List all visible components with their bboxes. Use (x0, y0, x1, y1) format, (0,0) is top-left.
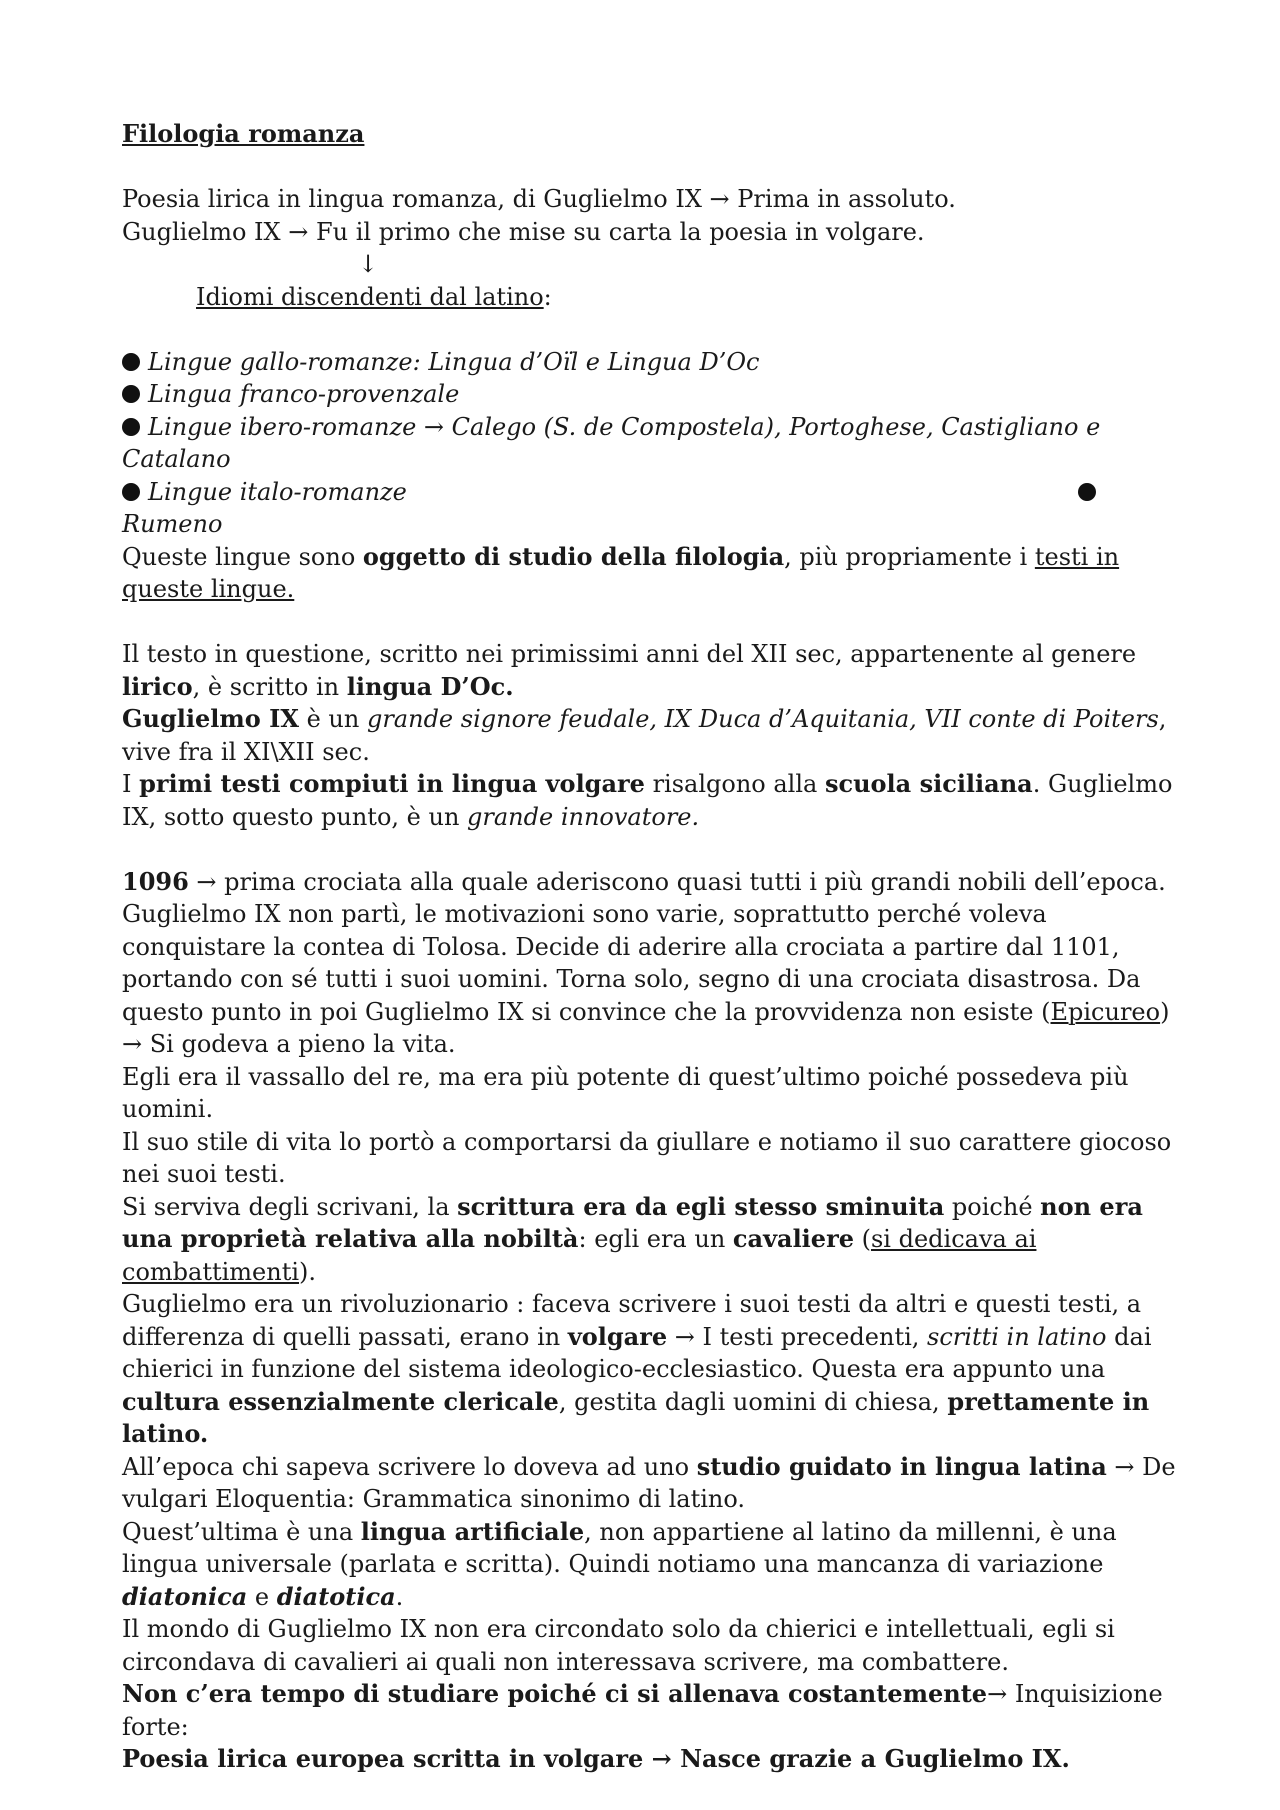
language-label: Rumeno (122, 510, 223, 538)
text-run: . (395, 1582, 404, 1611)
text-run: . Guglielmo IX, sotto questo punto, è un (122, 770, 1173, 831)
language-label: Lingue ibero-romanze → Calego (S. de Compostela), Portoghese, Castigliano e Catalano (122, 412, 1101, 473)
paragraph-7: Il suo stile di vita lo portò a comportarsi da giullare e notiamo il suo carattere giocoso nei suoi testi. (122, 1127, 1172, 1188)
text-run-bold: lingua artificiale (360, 1516, 585, 1546)
down-arrow-icon: ↓ (358, 250, 379, 278)
list-item (122, 346, 1182, 379)
language-label: Lingue gallo-romanze: Lingua d’Oïl e Lingua D’Oc (148, 347, 760, 376)
paragraph-6: Egli era il vassallo del re, ma era più potente di quest’ultimo poiché possedeva più uomini. (122, 1062, 1129, 1123)
year-label: 1096 (122, 866, 189, 896)
text-run: : egli era un (578, 1225, 733, 1253)
document-title: Filologia romanza (122, 119, 365, 148)
text-run-bold-italic: diatonica (122, 1581, 248, 1611)
text-run: Guglielmo era un rivoluzionario : faceva scrivere i suoi testi da altri e questi testi, a differenza di quelli passati, erano in (122, 1290, 1142, 1351)
text-run-bold-italic: diatotica (276, 1581, 396, 1611)
paragraph-2 (122, 638, 1182, 703)
text-run-bold: prettamente in latino. (122, 1386, 1150, 1448)
text-run: e (247, 1582, 277, 1611)
paragraph-12: Il mondo di Guglielmo IX non era circondato solo da chierici e intellettuali, egli si circondava di cavalieri ai quali non interessava scrivere, ma combattere. (122, 1615, 1115, 1676)
list-item (122, 411, 1182, 476)
text-run: → prima crociata alla quale aderiscono quasi tutti i più grandi nobili dell’epoca. Guglielmo IX non partì, le motivazioni sono varie, soprattutto perché voleva conquistare la contea di Tolosa. Decide di aderire alla crociata a partire dal 1101, portando con sé tutti i suoi uomini. Torna solo, segno di una crociata disastrosa. Da questo punto in poi Guglielmo IX si convince che la provvidenza non esiste ( (122, 867, 1166, 1026)
text-run: → Inquisizione forte: (122, 1680, 1163, 1741)
text-run-bold: non era una proprietà relativa alla nobiltà (122, 1191, 1143, 1253)
text-run-underline: testi in queste lingue. (122, 542, 1120, 603)
idiomi-heading (122, 281, 1182, 314)
paragraph-9 (122, 1288, 1182, 1451)
text-run-bold: Non c’era tempo di studiare poiché ci si allenava costantemente (122, 1679, 988, 1708)
language-label: Lingua franco-provenzale (148, 380, 460, 408)
text-run: è un (298, 705, 367, 733)
text-run-bold: volgare (567, 1321, 668, 1351)
text-run: risalgono alla (644, 770, 825, 798)
text-run-bold: scuola siciliana (824, 769, 1033, 798)
paragraph-8 (122, 1191, 1182, 1289)
text-run-bold: oggetto di studio della filologia (362, 541, 785, 571)
bullet-icon (122, 418, 140, 436)
text-run-bold: cultura essenzialmente clericale (122, 1386, 559, 1416)
text-run: poiché (944, 1192, 1041, 1221)
text-run-bold: Guglielmo IX (122, 704, 299, 733)
spacer (122, 313, 1182, 346)
paragraph-14: Poesia lirica europea scritta in volgare → Nasce grazie a Guglielmo IX. (122, 1744, 1070, 1773)
text-run-bold: cavaliere (732, 1224, 854, 1253)
text-run: , più propriamente i (784, 542, 1035, 571)
bullet-icon (122, 385, 140, 403)
paragraph-13 (122, 1678, 1182, 1743)
paragraph-11 (122, 1516, 1182, 1614)
text-run: , vive fra il XI\XII sec. (122, 705, 1167, 766)
text-run-bold: scrittura era da egli stesso sminuita (457, 1191, 945, 1221)
text-run: I (122, 770, 140, 798)
text-run-underline: si dedicava ai combattimenti (122, 1225, 1037, 1286)
list-item (122, 508, 1182, 541)
text-run: → De vulgari Eloquentia: Grammatica sinonimo di latino. (122, 1452, 1176, 1513)
text-run-underline: Epicureo (1050, 997, 1161, 1026)
text-run-italic: grande innovatore. (467, 802, 700, 831)
text-run: ( (853, 1225, 871, 1253)
document-page (122, 118, 1182, 1776)
bullet-icon (122, 483, 140, 501)
text-run-italic: scritti in latino (927, 1322, 1107, 1351)
text-run: Il testo in questione, scritto nei primissimi anni del XII sec, appartenente al genere (122, 640, 1137, 668)
spacer (122, 151, 1182, 184)
text-run-bold: primi testi compiuti in lingua volgare (139, 769, 645, 798)
text-run: → I testi precedenti, (667, 1322, 928, 1351)
text-run: All’epoca chi sapeva scrivere lo doveva ad uno (122, 1452, 697, 1481)
language-label: Lingue italo-romanze (148, 477, 407, 506)
study-paragraph (122, 541, 1182, 606)
text-run: Quest’ultima è una (122, 1517, 361, 1546)
text-run: , non appartiene al latino da millenni, è una lingua universale (parlata e scritta). Quindi notiamo una mancanza di variazione (122, 1517, 1117, 1578)
idiomi-colon: : (543, 282, 552, 311)
text-run-bold: lirico (122, 671, 193, 701)
paragraph-5 (122, 866, 1182, 1061)
paragraph-4 (122, 768, 1182, 833)
text-run-bold: lingua D’Oc. (346, 671, 514, 701)
bullet-icon (122, 353, 140, 371)
spacer (122, 833, 1182, 866)
text-run: , è scritto in (192, 672, 347, 701)
text-run-italic: grande signore feudale, IX Duca d’Aquitania, VII conte di Poiters (366, 705, 1159, 733)
text-run-bold: studio guidato in lingua latina (696, 1451, 1107, 1481)
text-run: , gestita dagli uomini di chiesa, (558, 1387, 948, 1416)
text-run: ). (299, 1257, 317, 1286)
bullet-icon (1078, 483, 1096, 501)
idiomi-label: Idiomi discendenti dal latino (196, 282, 544, 311)
intro-line-2: Guglielmo IX → Fu il primo che mise su carta la poesia in volgare. (122, 217, 925, 246)
paragraph-3 (122, 703, 1182, 768)
intro-line-1: Poesia lirica in lingua romanza, di Guglielmo IX → Prima in assoluto. (122, 185, 956, 213)
text-run: Si serviva degli scrivani, la (122, 1192, 458, 1221)
text-run: Queste lingue sono (122, 542, 363, 571)
text-run: ) → Si godeva a pieno la vita. (122, 997, 1170, 1058)
text-run: dai chierici in funzione del sistema ideologico-ecclesiastico. Questa era appunto una (122, 1322, 1152, 1383)
list-item (122, 476, 1182, 509)
spacer (122, 606, 1182, 639)
list-item (122, 378, 1182, 411)
paragraph-10 (122, 1451, 1182, 1516)
